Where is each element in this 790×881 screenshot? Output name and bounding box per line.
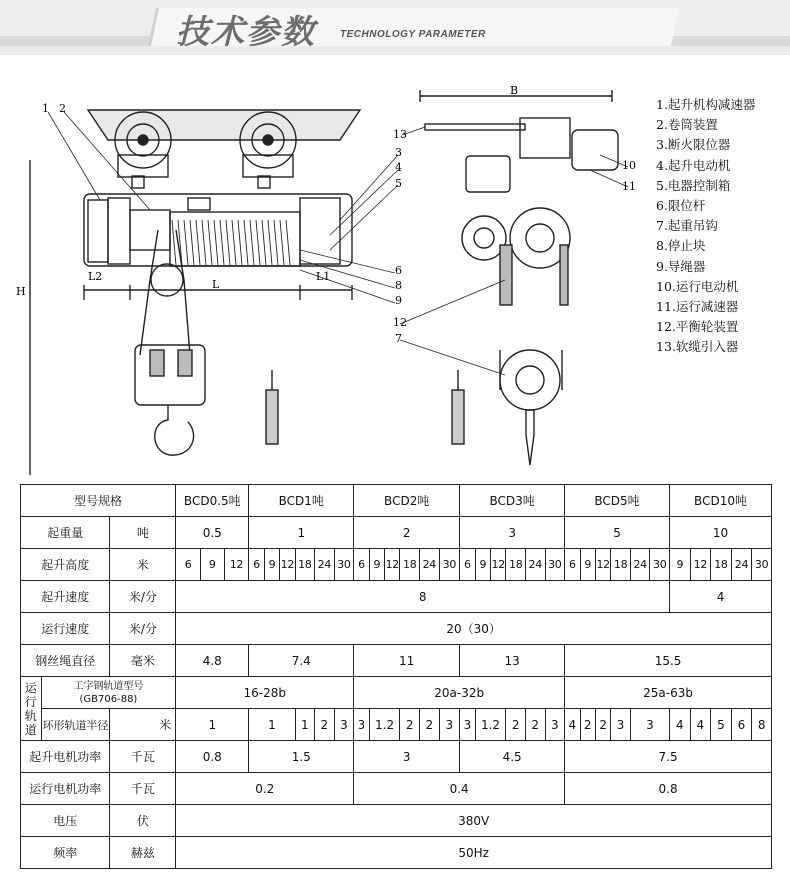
table-cell: 3 bbox=[630, 709, 669, 741]
table-cell: 12 bbox=[491, 549, 506, 581]
legend-item: 10.运行电动机 bbox=[656, 278, 739, 294]
parts-legend bbox=[656, 95, 755, 358]
row-unit: 毫米 bbox=[110, 645, 176, 677]
table-cell: 0.5 bbox=[176, 517, 249, 549]
callout-7: 7 bbox=[395, 332, 402, 345]
table-cell: 1 bbox=[249, 517, 354, 549]
table-cell: 12 bbox=[280, 549, 295, 581]
table-cell: 30 bbox=[439, 549, 460, 581]
table-cell: 2 bbox=[354, 517, 460, 549]
legend-item: 11.运行减速器 bbox=[656, 299, 739, 315]
section-subtitle: TECHNOLOGY PARAMETER bbox=[340, 29, 486, 40]
table-cell: 9 bbox=[580, 549, 595, 581]
legend-item: 4.起升电动机 bbox=[656, 157, 731, 173]
i-beam-label: 工字钢轨道型号 bbox=[73, 680, 144, 692]
table-row bbox=[21, 613, 772, 645]
table-cell: 1.2 bbox=[369, 709, 400, 741]
table-cell: 50Hz bbox=[176, 837, 772, 869]
callout-13: 13 bbox=[393, 128, 407, 141]
table-cell: 12 bbox=[595, 549, 610, 581]
table-cell: 6 bbox=[249, 549, 264, 581]
table-row bbox=[21, 517, 772, 549]
table-cell: 5 bbox=[565, 517, 670, 549]
table-cell: 20a-32b bbox=[354, 677, 565, 709]
dim-l1: L1 bbox=[316, 270, 331, 283]
table-cell: 8 bbox=[752, 709, 772, 741]
table-cell: 380V bbox=[176, 805, 772, 837]
table-cell: 2 bbox=[595, 709, 610, 741]
table-cell: 9 bbox=[369, 549, 384, 581]
row-unit: 千瓦 bbox=[110, 773, 176, 805]
table-cell: 0.8 bbox=[565, 773, 772, 805]
table-cell: 8 bbox=[176, 581, 670, 613]
dim-l2: L2 bbox=[88, 270, 103, 283]
table-cell: 3 bbox=[334, 709, 354, 741]
table-cell: 18 bbox=[711, 549, 732, 581]
legend-item: 6.限位杆 bbox=[656, 198, 706, 214]
row-label: 环形轨道半径 bbox=[41, 709, 110, 741]
table-cell: 24 bbox=[630, 549, 650, 581]
table-cell: 1 bbox=[176, 709, 249, 741]
model-cell: BCD10吨 bbox=[670, 485, 772, 517]
row-unit: 千瓦 bbox=[110, 741, 176, 773]
table-row bbox=[21, 741, 772, 773]
legend-item: 13.软缆引入器 bbox=[656, 339, 739, 355]
table-cell: 2 bbox=[580, 709, 595, 741]
row-unit: 赫兹 bbox=[110, 837, 176, 869]
table-cell: 6 bbox=[565, 549, 580, 581]
table-cell: 24 bbox=[315, 549, 335, 581]
model-cell: BCD0.5吨 bbox=[176, 485, 249, 517]
table-cell: 30 bbox=[752, 549, 772, 581]
table-cell: 9 bbox=[200, 549, 224, 581]
table-cell: 6 bbox=[176, 549, 201, 581]
table-cell: 2 bbox=[420, 709, 440, 741]
legend-item: 3.断火限位器 bbox=[656, 137, 731, 153]
table-cell: 18 bbox=[295, 549, 315, 581]
table-cell: 9 bbox=[264, 549, 279, 581]
table-cell: 16-28b bbox=[176, 677, 354, 709]
row-label: 起升电机功率 bbox=[21, 741, 110, 773]
model-label: 型号规格 bbox=[21, 485, 176, 517]
dim-l: L bbox=[212, 278, 220, 291]
dim-b: B bbox=[510, 84, 519, 97]
table-cell: 12 bbox=[224, 549, 249, 581]
table-row bbox=[21, 485, 772, 517]
table-cell: 1.5 bbox=[249, 741, 354, 773]
row-unit: 米 bbox=[110, 709, 176, 741]
row-label: 频率 bbox=[21, 837, 110, 869]
table-row bbox=[21, 773, 772, 805]
table-cell: 15.5 bbox=[565, 645, 772, 677]
table-cell: 6 bbox=[731, 709, 752, 741]
table-row bbox=[21, 677, 772, 709]
track-group-label: 运行轨道 bbox=[21, 677, 42, 741]
table-cell: 9 bbox=[475, 549, 490, 581]
table-cell: 7.4 bbox=[249, 645, 354, 677]
table-cell: 24 bbox=[731, 549, 752, 581]
table-row bbox=[21, 805, 772, 837]
row-label: 起重量 bbox=[21, 517, 110, 549]
table-cell: 12 bbox=[690, 549, 711, 581]
table-cell: 1.2 bbox=[475, 709, 506, 741]
callout-1: 1 bbox=[42, 102, 49, 115]
table-cell: 30 bbox=[334, 549, 354, 581]
table-cell: 3 bbox=[460, 517, 565, 549]
row-label: 运行速度 bbox=[21, 613, 110, 645]
table-cell: 4 bbox=[670, 709, 691, 741]
section-title: 技术参数 bbox=[176, 12, 316, 51]
table-cell: 4 bbox=[670, 581, 772, 613]
table-row bbox=[21, 709, 772, 741]
table-cell: 7.5 bbox=[565, 741, 772, 773]
callout-9: 9 bbox=[395, 294, 402, 307]
table-cell: 18 bbox=[506, 549, 526, 581]
table-cell: 3 bbox=[354, 709, 369, 741]
table-cell: 18 bbox=[611, 549, 631, 581]
table-cell: 20（30） bbox=[176, 613, 772, 645]
table-cell: 24 bbox=[525, 549, 545, 581]
table-cell: 0.4 bbox=[354, 773, 565, 805]
table-cell: 9 bbox=[670, 549, 691, 581]
table-cell: 4.8 bbox=[176, 645, 249, 677]
table-cell: 3 bbox=[611, 709, 631, 741]
table-row bbox=[21, 645, 772, 677]
row-label: 运行电机功率 bbox=[21, 773, 110, 805]
model-cell: BCD5吨 bbox=[565, 485, 670, 517]
table-cell: 6 bbox=[354, 549, 369, 581]
table-cell: 0.2 bbox=[176, 773, 354, 805]
table-cell: 30 bbox=[545, 549, 565, 581]
row-unit: 米 bbox=[110, 549, 176, 581]
table-cell: 5 bbox=[711, 709, 732, 741]
table-row bbox=[21, 837, 772, 869]
callout-5: 5 bbox=[395, 177, 402, 190]
legend-item: 5.电器控制箱 bbox=[656, 177, 731, 193]
dim-h: H bbox=[16, 285, 26, 298]
row-label: 起升速度 bbox=[21, 581, 110, 613]
legend-item: 12.平衡轮装置 bbox=[656, 319, 739, 335]
row-label: 起升高度 bbox=[21, 549, 110, 581]
callout-6: 6 bbox=[395, 264, 402, 277]
row-unit: 米/分 bbox=[110, 581, 176, 613]
callout-2: 2 bbox=[59, 102, 66, 115]
legend-item: 2.卷筒装置 bbox=[656, 117, 718, 133]
table-cell: 2 bbox=[315, 709, 335, 741]
table-cell: 3 bbox=[460, 709, 475, 741]
row-unit: 吨 bbox=[110, 517, 176, 549]
legend-item: 9.导绳器 bbox=[656, 258, 706, 274]
table-cell: 12 bbox=[385, 549, 400, 581]
callout-8: 8 bbox=[395, 279, 402, 292]
callout-11: 11 bbox=[622, 180, 636, 193]
row-unit: 米/分 bbox=[110, 613, 176, 645]
legend-item: 7.起重吊钩 bbox=[656, 218, 718, 234]
row-label bbox=[41, 677, 176, 709]
table-cell: 6 bbox=[460, 549, 475, 581]
table-cell: 18 bbox=[400, 549, 420, 581]
callout-4: 4 bbox=[395, 161, 402, 174]
table-cell: 2 bbox=[506, 709, 526, 741]
table-cell: 2 bbox=[525, 709, 545, 741]
table-cell: 4.5 bbox=[460, 741, 565, 773]
callout-12: 12 bbox=[393, 316, 407, 329]
callout-3: 3 bbox=[395, 146, 402, 159]
table-cell: 1 bbox=[249, 709, 295, 741]
table-cell: 4 bbox=[690, 709, 711, 741]
model-cell: BCD1吨 bbox=[249, 485, 354, 517]
table-cell: 13 bbox=[460, 645, 565, 677]
table-cell: 24 bbox=[420, 549, 440, 581]
table-cell: 1 bbox=[295, 709, 315, 741]
table-cell: 2 bbox=[400, 709, 420, 741]
table-cell: 4 bbox=[565, 709, 580, 741]
legend-item: 8.停止块 bbox=[656, 238, 706, 254]
row-label: 钢丝绳直径 bbox=[21, 645, 110, 677]
callout-10: 10 bbox=[622, 159, 636, 172]
spec-table bbox=[20, 484, 772, 869]
model-cell: BCD3吨 bbox=[460, 485, 565, 517]
table-cell: 10 bbox=[670, 517, 772, 549]
table-row bbox=[21, 549, 772, 581]
table-cell: 30 bbox=[650, 549, 670, 581]
table-cell: 0.8 bbox=[176, 741, 249, 773]
table-cell: 3 bbox=[545, 709, 565, 741]
model-cell: BCD2吨 bbox=[354, 485, 460, 517]
i-beam-std: (GB706-88) bbox=[79, 693, 138, 705]
section-header bbox=[0, 0, 790, 55]
table-cell: 3 bbox=[439, 709, 460, 741]
table-cell: 11 bbox=[354, 645, 460, 677]
table-cell: 25a-63b bbox=[565, 677, 772, 709]
row-unit: 伏 bbox=[110, 805, 176, 837]
legend-item: 1.起升机构减速器 bbox=[656, 97, 756, 112]
table-cell: 3 bbox=[354, 741, 460, 773]
row-label: 电压 bbox=[21, 805, 110, 837]
table-row bbox=[21, 581, 772, 613]
